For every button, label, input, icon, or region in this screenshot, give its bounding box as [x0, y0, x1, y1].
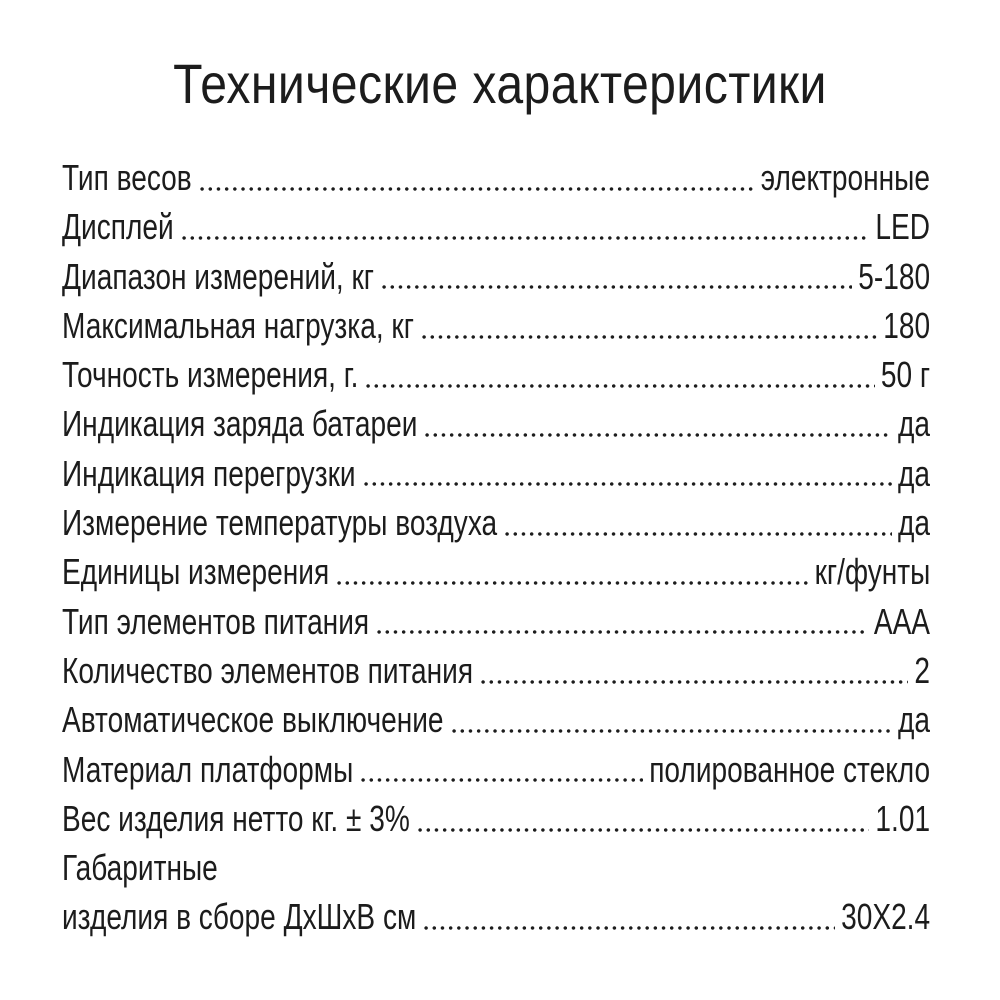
- spec-label: Габаритные: [62, 847, 218, 889]
- dot-leader: [198, 184, 755, 194]
- spec-row-air-temperature: [62, 498, 930, 547]
- page-title: Технические характеристики: [173, 52, 827, 115]
- spec-row-scale-type: [62, 153, 930, 202]
- spec-value: 5-180: [858, 255, 930, 297]
- spec-row-battery-count: [62, 646, 930, 695]
- spec-row-net-weight: [62, 794, 930, 843]
- spec-row-dimensions-heading: [62, 843, 930, 892]
- spec-value: электронные: [760, 157, 930, 198]
- spec-label: Количество элементов питания: [62, 649, 474, 691]
- spec-value: да: [897, 502, 930, 544]
- dot-leader: [335, 578, 808, 588]
- spec-value: да: [897, 403, 930, 445]
- spec-row-battery-type: [62, 597, 930, 646]
- dot-leader: [423, 430, 892, 440]
- dot-leader: [359, 775, 643, 785]
- dot-leader: [380, 282, 852, 292]
- spec-label: Единицы измерения: [62, 551, 330, 593]
- dot-leader: [503, 529, 892, 539]
- dot-leader: [422, 923, 835, 933]
- spec-row-accuracy: [62, 350, 930, 399]
- spec-label: Материал платформы: [62, 748, 354, 790]
- spec-row-battery-indicator: [62, 399, 930, 448]
- spec-label: Индикация заряда батареи: [62, 403, 418, 445]
- spec-label: изделия в сборе ДхШхВ см: [62, 896, 417, 938]
- spec-list: [62, 153, 930, 942]
- spec-row-dimensions: [62, 892, 930, 941]
- spec-row-units: [62, 547, 930, 596]
- spec-label: Автоматическое выключение: [62, 699, 444, 741]
- spec-row-platform-material: [62, 745, 930, 794]
- dot-leader: [180, 233, 870, 243]
- spec-label: Максимальная нагрузка, кг: [62, 304, 414, 346]
- spec-label: Диапазон измерений, кг: [62, 255, 375, 297]
- spec-value: 2: [914, 649, 930, 691]
- spec-label: Тип весов: [62, 157, 192, 198]
- spec-value: AAA: [873, 600, 930, 642]
- spec-value: 180: [883, 304, 930, 346]
- spec-value: 1.01: [875, 797, 930, 839]
- spec-value: полированное стекло: [649, 748, 930, 790]
- dot-leader: [479, 677, 908, 687]
- spec-value: 30X2.4: [840, 896, 930, 938]
- dot-leader: [375, 627, 868, 637]
- spec-value: 50 г: [880, 354, 930, 396]
- spec-value: да: [897, 452, 930, 494]
- spec-label: Точность измерения, г.: [62, 354, 359, 396]
- spec-row-max-load: [62, 301, 930, 350]
- spec-value: да: [897, 699, 930, 741]
- spec-value: LED: [875, 206, 930, 248]
- spec-row-display: [62, 202, 930, 251]
- dot-leader: [450, 726, 892, 736]
- dot-leader: [416, 825, 870, 835]
- spec-row-overload-indicator: [62, 449, 930, 498]
- dot-leader: [420, 332, 877, 342]
- spec-label: Вес изделия нетто кг. ± 3%: [62, 797, 410, 839]
- spec-label: Измерение температуры воздуха: [62, 502, 498, 544]
- spec-label: Дисплей: [62, 206, 174, 248]
- spec-label: Тип элементов питания: [62, 600, 370, 642]
- spec-label: Индикация перегрузки: [62, 452, 356, 494]
- spec-value: кг/фунты: [814, 551, 930, 593]
- dot-leader: [362, 479, 892, 489]
- spec-row-measure-range: [62, 252, 930, 301]
- spec-row-auto-off: [62, 695, 930, 744]
- dot-leader: [364, 381, 874, 391]
